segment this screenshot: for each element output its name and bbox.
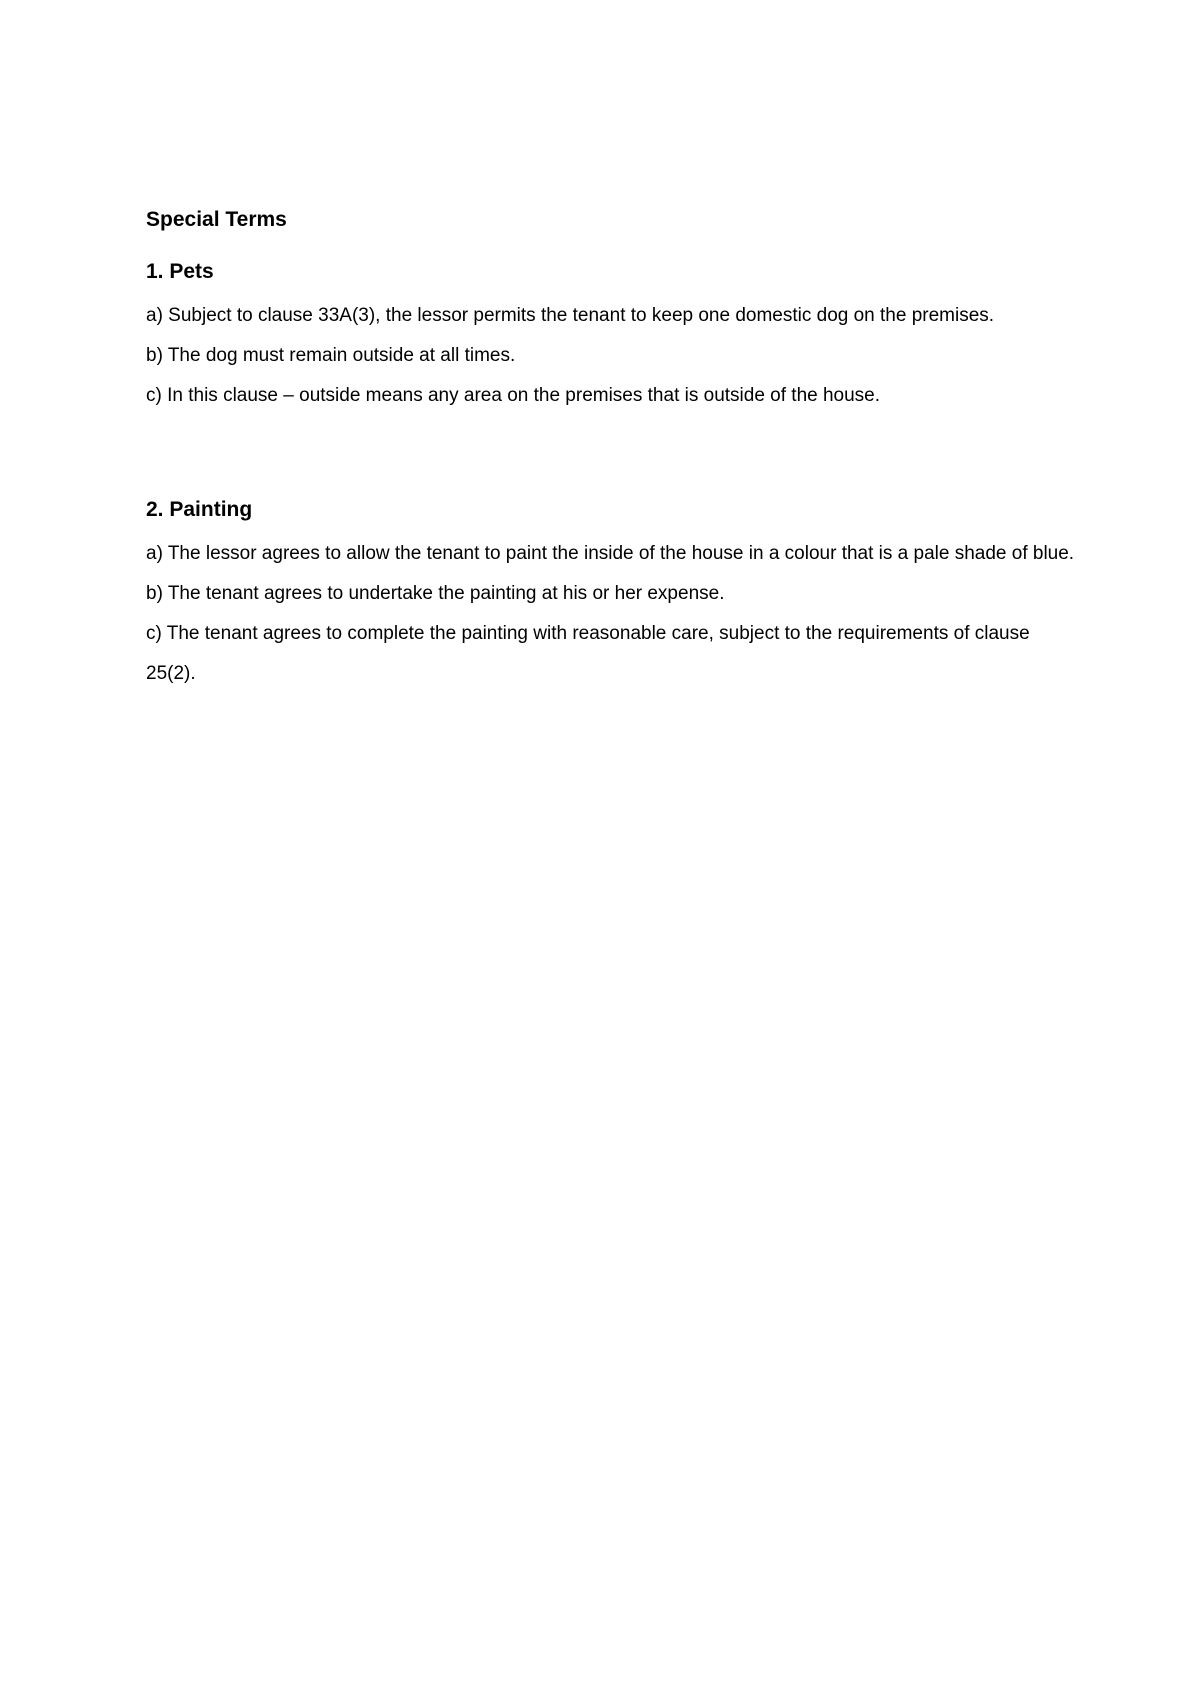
clause-pets-b: b) The dog must remain outside at all times. (146, 345, 516, 366)
document-title: Special Terms (146, 208, 287, 231)
section-heading-pets: 1. Pets (146, 260, 214, 283)
clause-pets-a: a) Subject to clause 33A(3), the lessor permits the tenant to keep one domestic dog on the premises. (146, 305, 995, 326)
clause-pets-c: c) In this clause – outside means any area on the premises that is outside of the house. (146, 385, 881, 406)
section-pets (146, 258, 1076, 416)
document-body (146, 206, 1076, 694)
section-painting (146, 496, 1076, 694)
section-heading-painting: 2. Painting (146, 498, 253, 521)
clause-painting-a: a) The lessor agrees to allow the tenant to paint the inside of the house in a colour that is a pale shade of blue. (146, 543, 1075, 564)
clause-painting-b: b) The tenant agrees to undertake the painting at his or her expense. (146, 583, 725, 604)
clause-painting-c: c) The tenant agrees to complete the painting with reasonable care, subject to the requirements of clause 25(2). (146, 623, 1030, 684)
